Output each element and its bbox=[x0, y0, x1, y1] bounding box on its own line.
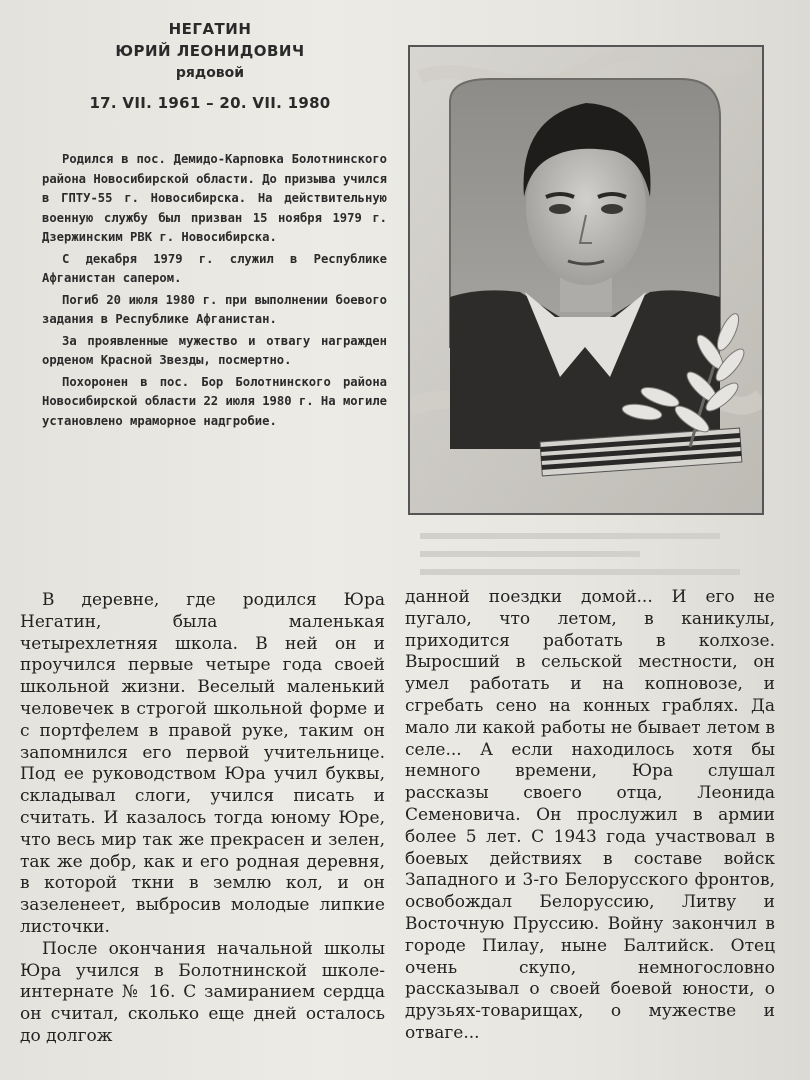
story-right-column bbox=[405, 587, 775, 1045]
memorial-header bbox=[40, 18, 380, 112]
bio-paragraph: С декабря 1979 г. служил в Республике Афганистан сапером. bbox=[42, 251, 387, 285]
bio-paragraph: Родился в пос. Демидо-Карповка Болотнинского района Новосибирской области. До призыва учился в ГПТУ-55 г. Новосибирска. На действительную военную службу был призван 15 ноября 1979 г. Дзержинским РВК г. Новосибирска. bbox=[42, 152, 387, 244]
surname: НЕГАТИН bbox=[168, 20, 252, 38]
bio-paragraph: Похоронен в пос. Бор Болотнинского района Новосибирской области 22 июля 1980 г. На могиле установлено мраморное надгробие. bbox=[42, 374, 387, 428]
bio-paragraph: За проявленные мужество и отвагу награжден орденом Красной Звезды, посмертно. bbox=[42, 333, 387, 367]
portrait-photo bbox=[408, 45, 764, 515]
given-names: ЮРИЙ ЛЕОНИДОВИЧ bbox=[115, 42, 305, 60]
story-paragraph: После окончания начальной школы Юра учился в Болотнинской школе-интернате № 16. С замиранием сердца он считал, сколько еще дней осталось до долгож bbox=[20, 938, 385, 1046]
bio-paragraph: Погиб 20 июля 1980 г. при выполнении боевого задания в Республике Афганистан. bbox=[42, 292, 387, 326]
story-paragraph: В деревне, где родился Юра Негатин, была маленькая четырехлетняя школа. В ней он и проучился первые четыре года своей школьной жизни. Веселый маленький человечек в строгой школьной форме и с портфелем в правой руке, таким он запомнился его первой учительнице. Под ее руководством Юра учил буквы, складывал слоги, учился писать и считать. И казалось тогда юному Юре, что весь мир так же прекрасен и зелен, так же добр, как и его родная деревня, в которой ткни в землю кол, и он зазеленеет, выбросив молодые липкие листочки. bbox=[20, 590, 385, 937]
bleed-through-text bbox=[420, 525, 750, 585]
story-paragraph: данной поездки домой... И его не пугало, что летом, в каникулы, приходится работать в колхозе. Выросший в сельской местности, он умел работать и на копновозе, и сгребать сено на конных граблях. Да мало ли какой работы не бывает летом в селе... А если находилось хотя бы немного времени, Юра слушал рассказы своего отца, Леонида Семеновича. Он прослужил в армии более 5 лет. С 1943 года участвовал в боевых действиях в составе войск Западного и 3-го Белорусского фронтов, освобождал Белоруссию, Литву и Восточную Пруссию. Войну закончил в городе Пилау, ныне Балтийск. Отец очень скупо, немногословно рассказывал о своей боевой юности, о друзьях-товарищах, о мужестве и отваге... bbox=[405, 587, 775, 1043]
story-left-column bbox=[20, 590, 385, 1048]
life-dates: 17. VII. 1961 – 20. VII. 1980 bbox=[89, 94, 331, 112]
military-rank: рядовой bbox=[175, 65, 245, 81]
biography bbox=[42, 150, 387, 433]
